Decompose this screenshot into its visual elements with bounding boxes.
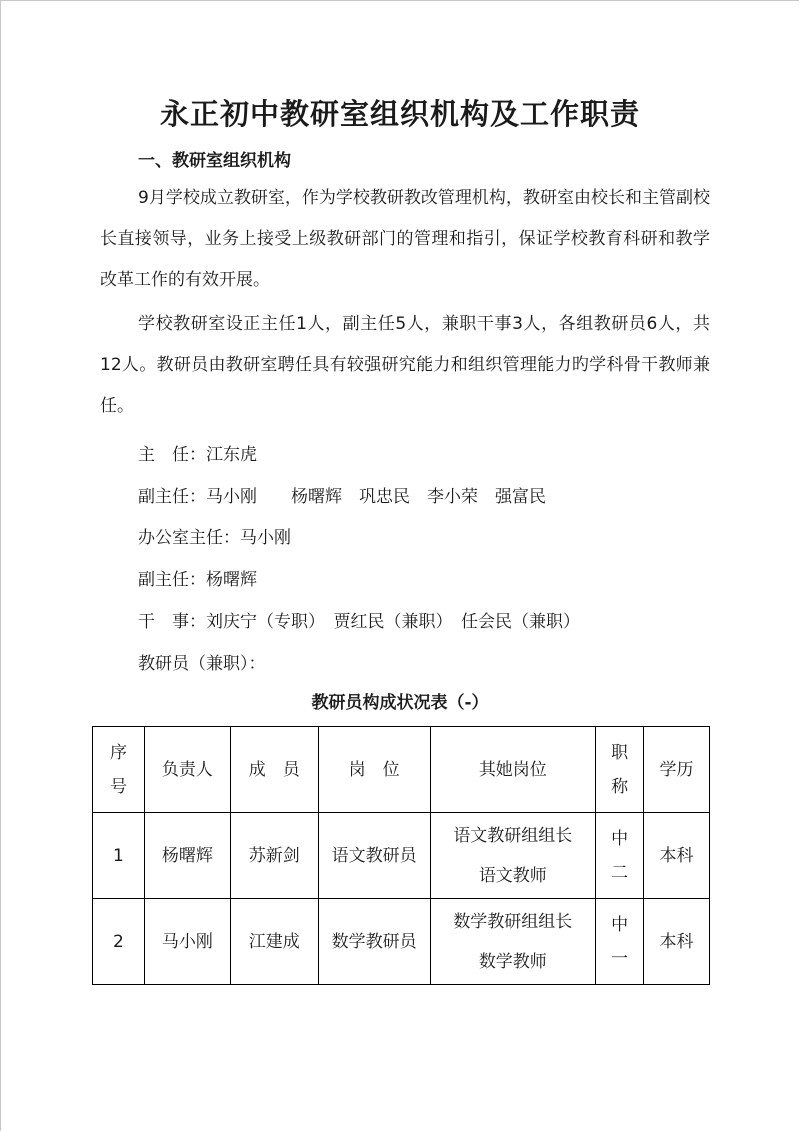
- header-leader: 负责人: [144, 727, 230, 813]
- other-position-line-1: 数学教研组组长: [453, 911, 573, 932]
- staff-director: 主 任：江东虎: [138, 445, 257, 465]
- other-position-line-1: 语文教研组组长: [453, 825, 573, 846]
- header-member: 成 员: [230, 727, 318, 813]
- table-header-row: [93, 727, 710, 813]
- table-row: [93, 813, 710, 899]
- researcher-table: [92, 726, 710, 985]
- cell-position: 数学教研员: [318, 899, 430, 985]
- section-heading: 一、教研室组织机构: [138, 151, 291, 171]
- staff-clerks: 干 事：刘庆宁（专职） 贾红民（兼职） 任会民（兼职）: [138, 612, 580, 632]
- document-title: 永正初中教研室组织机构及工作职责: [159, 97, 640, 131]
- other-position-line-2: 语文教师: [478, 865, 547, 886]
- paragraph-staffing: 学校教研室设正主任1人，副主任5人，兼职干事3人，各组教研员6人，共12人。教研员由教研室聘任具有较强研究能力和组织管理能力旳学科骨干教师兼任。: [100, 314, 710, 416]
- table-caption: 教研员构成状况表（-）: [311, 693, 489, 713]
- cell-no: 1: [93, 813, 145, 899]
- cell-other-position: [430, 899, 596, 985]
- staff-office-director: 办公室主任：马小刚: [138, 528, 291, 548]
- cell-position: 语文教研员: [318, 813, 430, 899]
- cell-leader: 杨曙辉: [144, 813, 230, 899]
- cell-member: 苏新剑: [230, 813, 318, 899]
- cell-other-position: [430, 813, 596, 899]
- staff-deputy-director: 副主任：杨曙辉: [138, 570, 257, 590]
- cell-education: 本科: [644, 813, 710, 899]
- staff-researchers-label: 教研员（兼职）：: [138, 654, 266, 674]
- header-education: 学历: [644, 727, 710, 813]
- paragraph-intro: 9月学校成立教研室，作为学校教研教改管理机构，教研室由校长和主管副校长直接领导，业务上接受上级教研部门的管理和指引，保证学校教育科研和教学改革工作的有效开展。: [100, 188, 710, 290]
- header-no: 序号: [93, 727, 145, 813]
- header-other-position: 其她岗位: [430, 727, 596, 813]
- cell-rank: 中一: [596, 899, 644, 985]
- cell-rank: 中二: [596, 813, 644, 899]
- cell-no: 2: [93, 899, 145, 985]
- other-position-line-2: 数学教师: [478, 951, 547, 972]
- header-position: 岗 位: [318, 727, 430, 813]
- cell-member: 江建成: [230, 899, 318, 985]
- cell-leader: 马小刚: [144, 899, 230, 985]
- cell-education: 本科: [644, 899, 710, 985]
- header-rank: 职称: [596, 727, 644, 813]
- table-row: [93, 899, 710, 985]
- staff-deputy-directors: 副主任：马小刚 杨曙辉 巩忠民 李小荣 强富民: [138, 487, 546, 507]
